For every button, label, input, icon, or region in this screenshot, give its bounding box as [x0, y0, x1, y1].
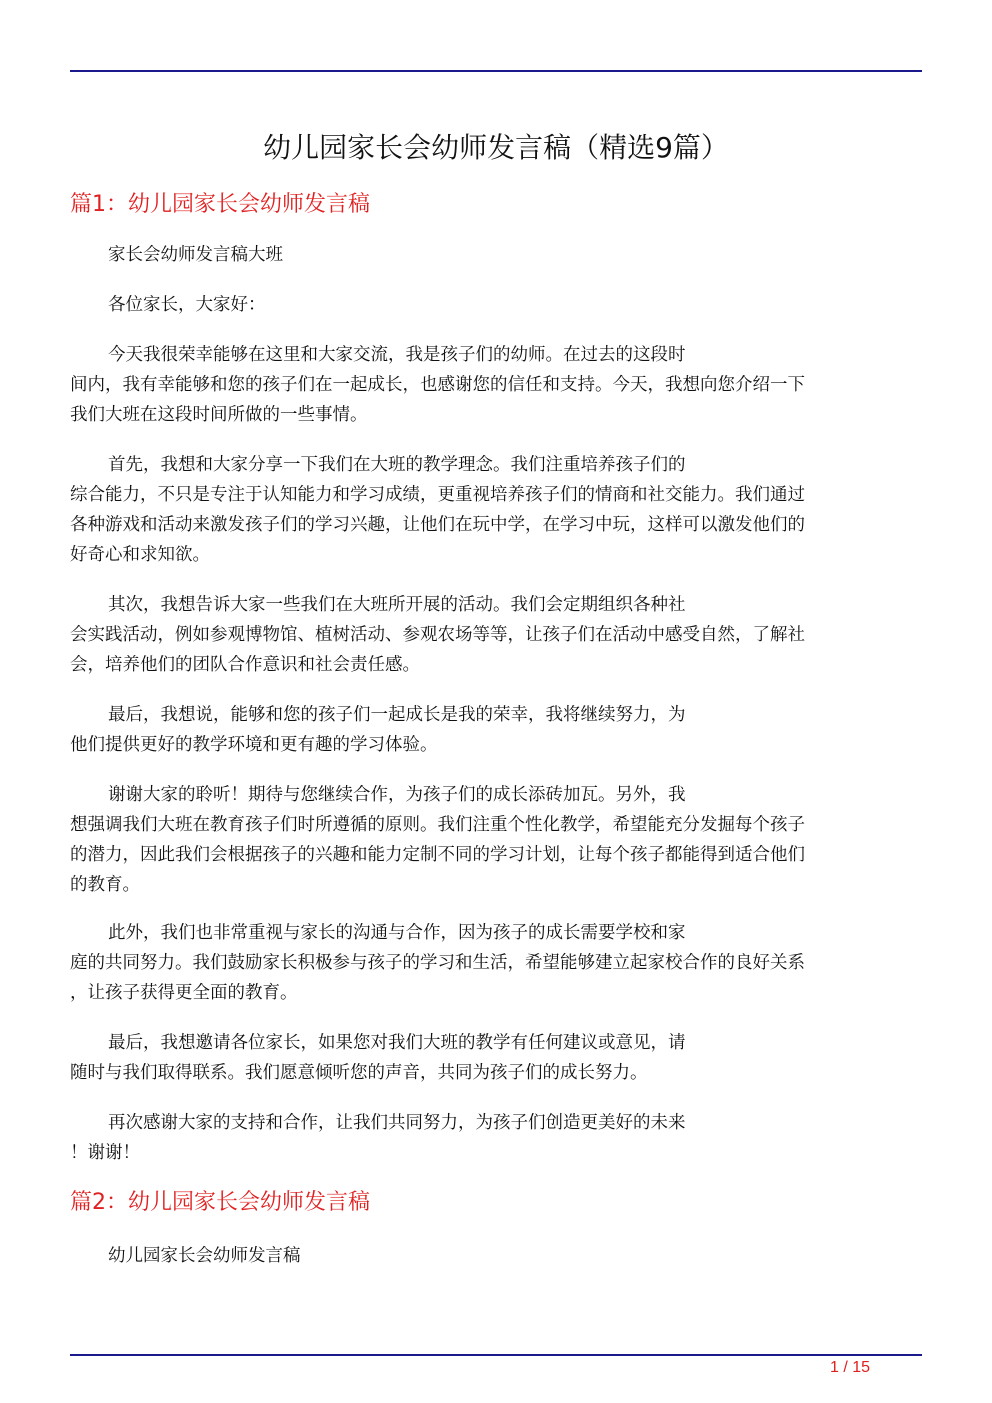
paragraph-line: 会，培养他们的团队合作意识和社会责任感。: [70, 655, 420, 675]
paragraph: [70, 1028, 922, 1088]
paragraph: [70, 780, 922, 900]
paragraph: [70, 590, 922, 680]
paragraph: [70, 1241, 922, 1271]
paragraph-line: 各种游戏和活动来激发孩子们的学习兴趣，让他们在玩中学，在学习中玩，这样可以激发他们的: [70, 515, 805, 535]
paragraph-line: ，让孩子获得更全面的教育。: [70, 983, 298, 1003]
paragraph: [70, 918, 922, 1008]
paragraph: [70, 290, 922, 320]
document-title: 幼儿园家长会幼师发言稿（精选9篇）: [263, 131, 729, 164]
paragraph-line: 此外，我们也非常重视与家长的沟通与合作，因为孩子的成长需要学校和家: [108, 923, 686, 943]
paragraph-line: 好奇心和求知欲。: [70, 545, 210, 565]
paragraph-line: 间内，我有幸能够和您的孩子们在一起成长，也感谢您的信任和支持。今天，我想向您介绍一下: [70, 375, 805, 395]
paragraph-line: 今天我很荣幸能够在这里和大家交流，我是孩子们的幼师。在过去的这段时: [108, 345, 686, 365]
header-rule: [70, 70, 922, 72]
footer-rule: [70, 1354, 922, 1356]
paragraph-line: 他们提供更好的教学环境和更有趣的学习体验。: [70, 735, 438, 755]
paragraph-line: 庭的共同努力。我们鼓励家长积极参与孩子的学习和生活，希望能够建立起家校合作的良好关系: [70, 953, 805, 973]
paragraph-line: 的潜力，因此我们会根据孩子的兴趣和能力定制不同的学习计划，让每个孩子都能得到适合他们: [70, 845, 805, 865]
paragraph-line: 我们大班在这段时间所做的一些事情。: [70, 405, 368, 425]
paragraph: [70, 240, 922, 270]
section-heading-2: 篇2：幼儿园家长会幼师发言稿: [70, 1190, 370, 1215]
paragraph-line: ！谢谢！: [70, 1143, 140, 1163]
paragraph-line: 首先，我想和大家分享一下我们在大班的教学理念。我们注重培养孩子们的: [108, 455, 686, 475]
paragraph: [70, 1108, 922, 1168]
paragraph-line: 最后，我想邀请各位家长，如果您对我们大班的教学有任何建议或意见，请: [108, 1033, 686, 1053]
paragraph-line: 综合能力，不只是专注于认知能力和学习成绩，更重视培养孩子们的情商和社交能力。我们通过: [70, 485, 805, 505]
paragraph-line: 的教育。: [70, 875, 140, 895]
paragraph: [70, 700, 922, 760]
paragraph-line: 会实践活动，例如参观博物馆、植树活动、参观农场等等，让孩子们在活动中感受自然，了解社: [70, 625, 805, 645]
paragraph-line: 随时与我们取得联系。我们愿意倾听您的声音，共同为孩子们的成长努力。: [70, 1063, 648, 1083]
paragraph-line: 幼儿园家长会幼师发言稿: [108, 1246, 301, 1266]
paragraph-line: 想强调我们大班在教育孩子们时所遵循的原则。我们注重个性化教学，希望能充分发掘每个孩子: [70, 815, 805, 835]
paragraph: [70, 450, 922, 570]
paragraph-line: 谢谢大家的聆听！期待与您继续合作，为孩子们的成长添砖加瓦。另外，我: [108, 785, 686, 805]
section-heading-1: 篇1：幼儿园家长会幼师发言稿: [70, 192, 370, 217]
page-number: 1 / 15: [829, 1359, 871, 1376]
paragraph-line: 各位家长，大家好：: [108, 295, 266, 315]
paragraph-line: 再次感谢大家的支持和合作，让我们共同努力，为孩子们创造更美好的未来: [108, 1113, 686, 1133]
paragraph-line: 最后，我想说，能够和您的孩子们一起成长是我的荣幸，我将继续努力，为: [108, 705, 686, 725]
paragraph-line: 家长会幼师发言稿大班: [108, 245, 283, 265]
paragraph: [70, 340, 922, 430]
paragraph-line: 其次，我想告诉大家一些我们在大班所开展的活动。我们会定期组织各种社: [108, 595, 686, 615]
